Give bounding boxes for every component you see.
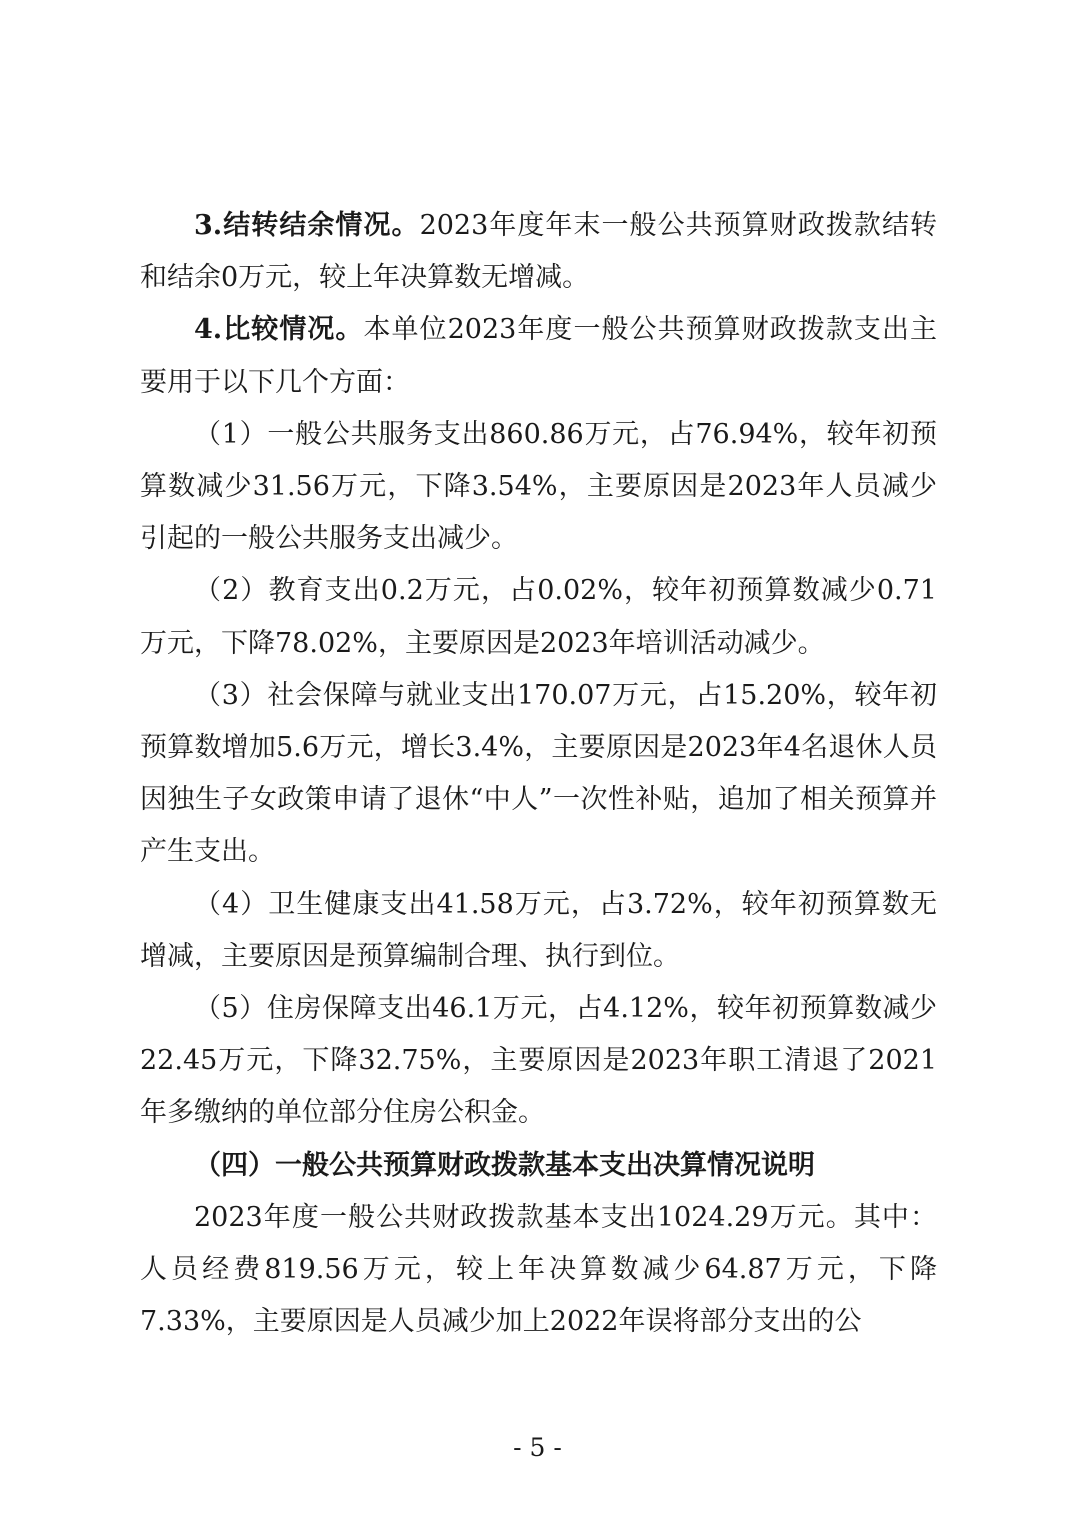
- paragraph-basic-expenditure: 2023年度一般公共财政拨款基本支出1024.29万元。其中：人员经费819.56万元，较上年决算数减少64.87万元，下降7.33%，主要原因是人员减少加上2022年误将部分支出的公: [140, 1201, 937, 1338]
- paragraph-item-5: [140, 983, 937, 1140]
- paragraph-text: （1）一般公共服务支出860.86万元，占76.94%，较年初预算数减少31.56万元，下降3.54%，主要原因是2023年人员减少引起的一般公共服务支出减少。: [140, 418, 937, 555]
- paragraph-text: 2023年度年末一般公共预算财政拨款结转和结余0万元，较上年决算数无增减。: [140, 210, 938, 294]
- document-body: [140, 200, 937, 1348]
- paragraph-item-1: [140, 409, 937, 566]
- paragraph-text: （5）住房保障支出46.1万元，占4.12%，较年初预算数减少22.45万元，下降32.75%，主要原因是2023年职工清退了2021年多缴纳的单位部分住房公积金。: [140, 993, 937, 1129]
- section-heading: （四）一般公共预算财政拨款基本支出决算情况说明: [194, 1149, 815, 1181]
- paragraph-item-3: [140, 670, 937, 879]
- paragraph-text: 本单位2023年度一般公共预算财政拨款支出主要用于以下几个方面：: [140, 314, 938, 398]
- page-number: - 5 -: [513, 1433, 562, 1462]
- paragraph-lead: 4.比较情况。: [194, 314, 364, 346]
- paragraph-item-2: [140, 565, 937, 669]
- paragraph-carryover: [140, 200, 937, 304]
- paragraph-text: （4）卫生健康支出41.58万元，占3.72%，较年初预算数无增减，主要原因是预算编制合理、执行到位。: [140, 888, 937, 972]
- paragraph-comparison: [140, 304, 937, 408]
- paragraph-item-4: [140, 879, 937, 983]
- paragraph-lead: 3.结转结余情况。: [194, 210, 420, 241]
- paragraph-text: （2）教育支出0.2万元，占0.02%，较年初预算数减少0.71万元，下降78.02%，主要原因是2023年培训活动减少。: [140, 575, 937, 659]
- paragraph-text: （3）社会保障与就业支出170.07万元，占15.20%，较年初预算数增加5.6万元，增长3.4%，主要原因是2023年4名退休人员因独生子女政策申请了退休“中人”一次性补贴，追加了相关预算并产生支出。: [140, 679, 937, 868]
